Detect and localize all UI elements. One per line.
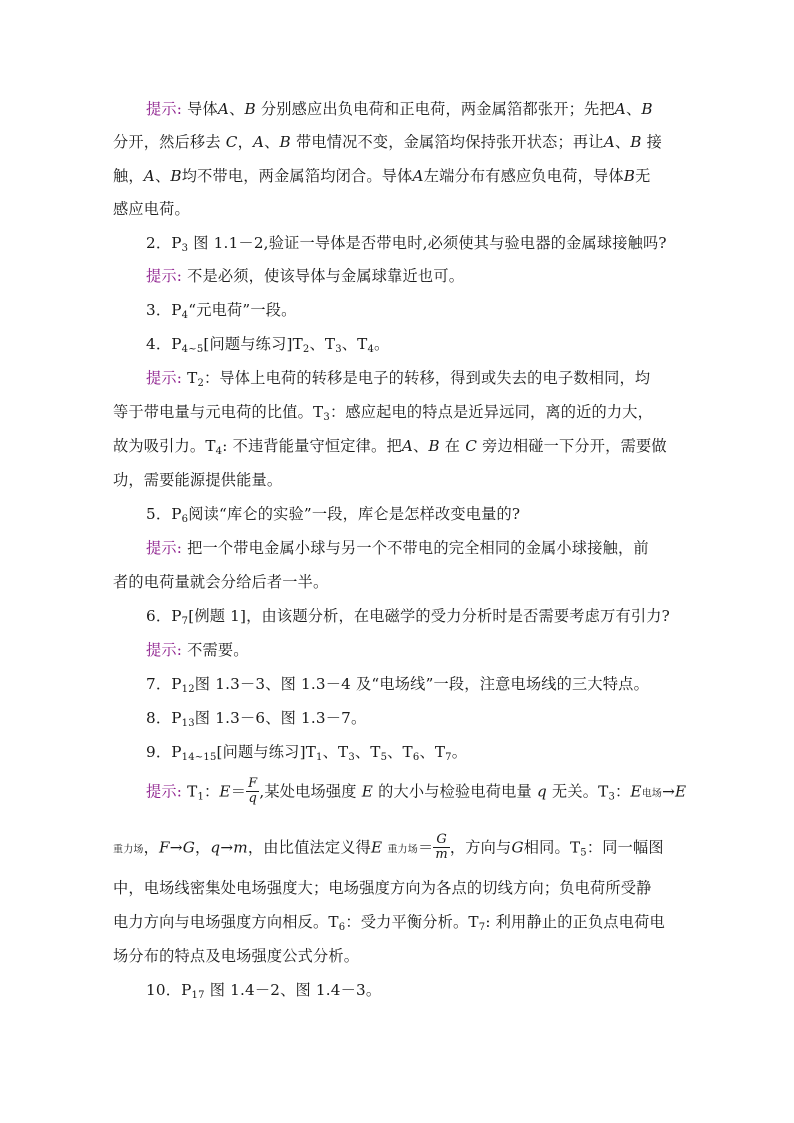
- item-6-hint: 提示: 不需要。: [146, 641, 249, 659]
- hint-block1-line3: 触，A、B均不带电，两金属箔均闭合。导体A左端分布有感应负电荷，导体B无: [113, 167, 651, 185]
- item-4-hint-line3: 故为吸引力。$T_4$: 不违背能量守恒定律。把A、B 在 C 旁边相碰一下分开，需要做: [113, 437, 667, 457]
- hint-block1-line4: 感应电荷。: [113, 200, 190, 218]
- fraction-f-over-q: $\frac{F}{q}$: [248, 776, 258, 806]
- hint-label: 提示:: [146, 267, 183, 285]
- item-2: 2．$P_3$ 图 1.1－2,验证一导体是否带电时,必须使其与验电器的金属球接触吗?: [146, 234, 667, 254]
- item-4-hint-line4: 功，需要能源提供能量。: [113, 471, 283, 489]
- item-7: 7．$P_{12}$图 1.3－3、图 1.3－4 及“电场线”一段，注意电场线的三大特点。: [146, 675, 649, 695]
- item-6: 6．$P_7$[例题 1]，由该题分析，在电磁学的受力分析时是否需要考虑万有引力?: [146, 607, 670, 627]
- hint-label: 提示:: [146, 641, 183, 659]
- item-10: 10．$P_{17}$ 图 1.4－2、图 1.4－3。: [146, 981, 382, 1001]
- item-5-hint-line2: 者的电荷量就会分给后者一半。: [113, 573, 329, 591]
- item-3: 3．$P_4“$元电荷”一段。: [146, 301, 297, 321]
- item-5-hint-line1: 提示: 把一个带电金属小球与另一个不带电的完全相同的金属小球接触，前: [146, 539, 649, 557]
- item-9-hint-line3: 中，电场线密集处电场强度大；电场强度方向为各点的切线方向；负电荷所受静: [113, 879, 652, 897]
- item-5: 5．$P_6$阅读“库仑的实验”一段，库仑是怎样改变电量的?: [146, 505, 521, 525]
- item-4-hint-line1: 提示: $T_2$：导体上电荷的转移是电子的转移，得到或失去的电子数相同，均: [146, 369, 651, 389]
- hint-block1-line2: 分开，然后移去 C，A、B 带电情况不变，金属箔均保持张开状态；再让A、B 接: [113, 133, 663, 151]
- item-9-hint-line5: 场分布的特点及电场强度公式分析。: [113, 947, 360, 965]
- item-9-hint-line2: 重力场，F→G，q→m，由比值法定义得E 重力场＝ $\frac{G}{m}$ ，方向与G相同。$T_5$：同一幅图: [113, 832, 664, 862]
- item-9: 9．$P_{14\sim 15}$[问题与练习]$T_1$、$T_3$、$T_5$、$T_6$、$T_7$。: [146, 743, 468, 763]
- item-4: 4．$P_{4\sim 5}$[问题与练习]$T_2$、$T_3$、$T_4$。: [146, 335, 390, 355]
- hint-label: 提示:: [146, 100, 183, 118]
- hint-label: 提示:: [146, 539, 183, 557]
- hint-label: 提示:: [146, 369, 183, 387]
- item-2-hint: 提示: 不是必须，使该导体与金属球靠近也可。: [146, 267, 465, 285]
- item-9-hint-line1: 提示: $T_1$：E＝ $\frac{F}{q}$ ,某处电场强度 E 的大小与检验电荷电量 q 无关。$T_3$：E电场→E: [146, 776, 687, 806]
- item-9-hint-line4: 电力方向与电场强度方向相反。$T_6$：受力平衡分析。$T_7$: 利用静止的正负点电荷电: [113, 913, 665, 933]
- fraction-g-over-m: $\frac{G}{m}$: [435, 832, 448, 862]
- hint-label: 提示:: [146, 782, 183, 801]
- item-8: 8．$P_{13}$图 1.3－6、图 1.3－7。: [146, 709, 367, 729]
- hint-block1-line1: 提示: 导体A、B 分别感应出负电荷和正电荷，两金属箔都张开；先把A、B: [146, 100, 653, 118]
- item-4-hint-line2: 等于带电量与元电荷的比值。$T_3$：感应起电的特点是近异远同，离的近的力大，: [113, 403, 654, 423]
